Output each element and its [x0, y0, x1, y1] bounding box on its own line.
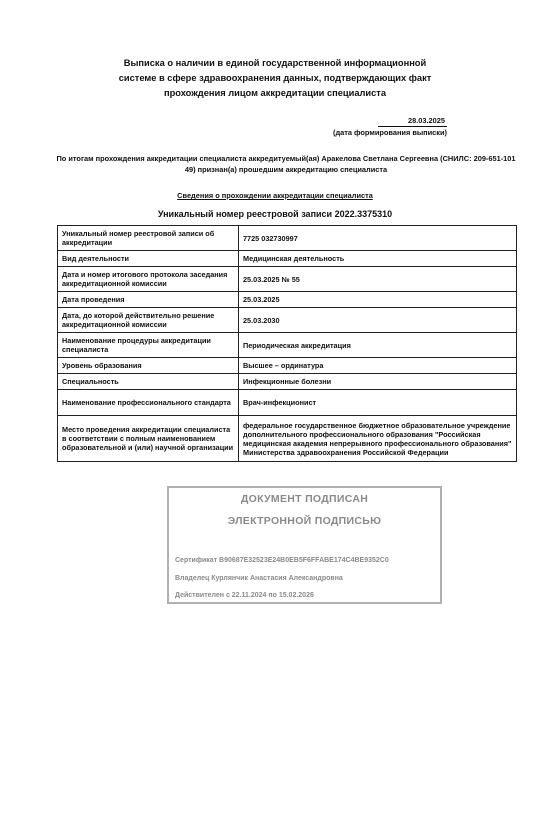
registry-number-line: Уникальный номер реестровой записи 2022.3375310 [157, 209, 393, 219]
row-key: Вид деятельности [58, 251, 239, 267]
intro-paragraph: По итогам прохождения аккредитации специалиста аккредитуемый(ая) Аракелова Светлана Сергеевна (СНИЛС: 209-651-101 49) признан(а) прошедшим аккредитацию специалиста [56, 154, 516, 174]
row-value: 25.03.2030 [239, 308, 517, 333]
signature-heading-1: ДОКУМЕНТ ПОДПИСАН [240, 493, 369, 505]
table-row [58, 226, 517, 251]
row-key: Дата и номер итогового протокола заседания аккредитационной комиссии [58, 267, 239, 292]
row-key: Наименование профессионального стандарта [58, 390, 239, 416]
title-line-2: системе в сфере здравоохранения данных, подтверждающих факт [118, 73, 432, 83]
row-key: Место проведения аккредитации специалиста в соответствии с полным наименованием образовательной и (или) научной организации [58, 416, 239, 462]
table-row [58, 358, 517, 374]
signature-heading-2: ЭЛЕКТРОННОЙ ПОДПИСЬЮ [227, 515, 382, 527]
table-row [58, 390, 517, 416]
document-title [90, 56, 460, 101]
table-row [58, 251, 517, 267]
table-row [58, 416, 517, 462]
row-key: Специальность [58, 374, 239, 390]
row-value: 25.03.2025 № 55 [239, 267, 517, 292]
row-value: 25.03.2025 [239, 292, 517, 308]
signature-owner: Владелец Курлянчик Анастасия Александровна [175, 575, 343, 582]
row-key: Уровень образования [58, 358, 239, 374]
row-value: Инфекционные болезни [239, 374, 517, 390]
row-value: федеральное государственное бюджетное образовательное учреждение дополнительного профессионального образования "Российская медицинская академия непрерывного профессионального образования" Министерства здравоохранения Российской Федерации [239, 416, 517, 462]
section-title: Сведения о прохождении аккредитации специалиста [177, 191, 373, 200]
section-heading [0, 191, 550, 200]
row-value: Высшее – ординатура [239, 358, 517, 374]
extract-date-caption: (дата формирования выписки) [333, 128, 447, 137]
extract-date-block [333, 116, 447, 137]
extract-date: 28.03.2025 [378, 116, 447, 127]
row-value: 7725 032730997 [239, 226, 517, 251]
table-row [58, 267, 517, 292]
title-line-1: Выписка о наличии в единой государственной информационной [123, 58, 427, 68]
row-value: Периодическая аккредитация [239, 333, 517, 358]
row-value: Медицинская деятельность [239, 251, 517, 267]
title-line-3: прохождения лицом аккредитации специалиста [163, 88, 387, 98]
table-row [58, 333, 517, 358]
row-value: Врач-инфекционист [239, 390, 517, 416]
electronic-signature-stamp [167, 486, 442, 604]
row-key: Уникальный номер реестровой записи об аккредитации [58, 226, 239, 251]
signature-validity: Действителен с 22.11.2024 по 15.02.2026 [175, 592, 314, 599]
accreditation-table [57, 225, 517, 462]
table-row [58, 308, 517, 333]
row-key: Наименование процедуры аккредитации специалиста [58, 333, 239, 358]
table-row [58, 292, 517, 308]
table-row [58, 374, 517, 390]
signature-certificate: Сертификат B90687E32523E24B0EB5F6FFABE174C4BE9352C0 [175, 557, 389, 564]
row-key: Дата, до которой действительно решение аккредитационной комиссии [58, 308, 239, 333]
row-key: Дата проведения [58, 292, 239, 308]
